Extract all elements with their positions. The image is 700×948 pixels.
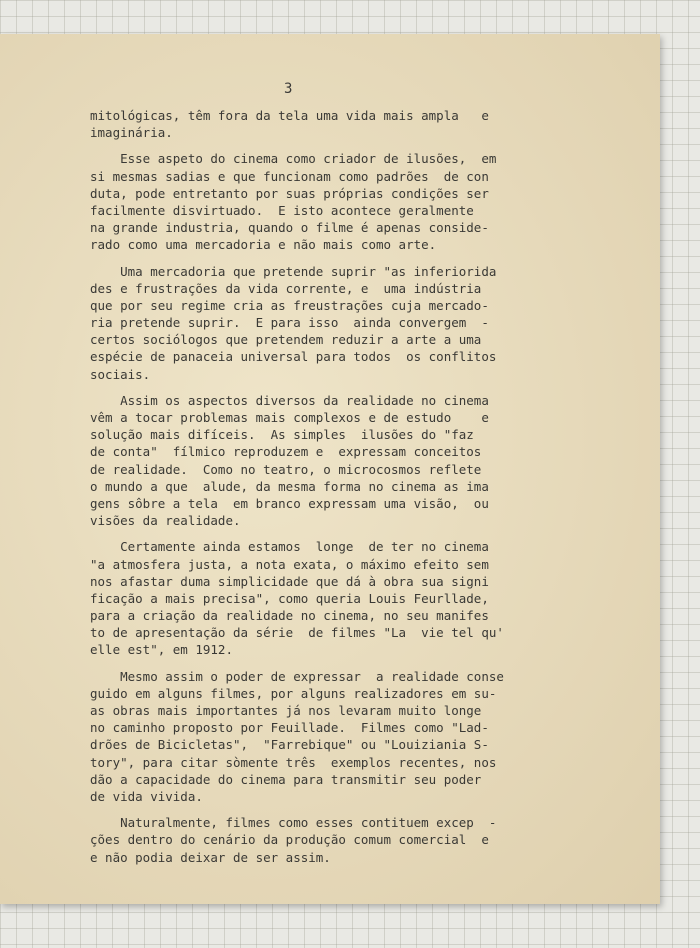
text-line: nos afastar duma simplicidade que dá à obra sua signi xyxy=(90,573,489,589)
text-line: espécie de panaceia universal para todos os conflitos xyxy=(90,349,497,365)
paragraph xyxy=(90,668,570,806)
text-line: no caminho proposto por Feuillade. Filmes como "Lad- xyxy=(90,720,489,736)
text-line: sociais. xyxy=(90,366,151,382)
paragraph xyxy=(90,392,570,530)
page-number: 3 xyxy=(284,81,293,97)
text-line: certos sociólogos que pretendem reduzir a arte a uma xyxy=(90,332,482,348)
typewritten-text xyxy=(90,107,570,875)
paper-sheet xyxy=(0,34,660,904)
text-line: Assim os aspectos diversos da realidade no cinema xyxy=(90,392,489,408)
text-line: to de apresentação da série de filmes "La vie tel qu' xyxy=(90,625,504,641)
text-line: des e frustrações da vida corrente, e uma indústria xyxy=(90,280,482,296)
text-line: de vida vivida. xyxy=(90,788,203,804)
text-line: para a criação da realidade no cinema, no seu manifes xyxy=(90,608,489,624)
text-line: vêm a tocar problemas mais complexos e de estudo e xyxy=(90,410,489,425)
text-line: elle est", em 1912. xyxy=(90,642,233,658)
text-line: Uma mercadoria que pretende suprir "as inferiorida xyxy=(90,263,497,279)
text-line: dão a capacidade do cinema para transmitir seu poder xyxy=(90,771,482,787)
text-line: o mundo a que alude, da mesma forma no cinema as ima xyxy=(90,478,489,494)
text-line: ções dentro do cenário da produção comum comercial e xyxy=(90,832,489,848)
paragraph xyxy=(90,150,570,253)
text-line: de conta" fílmico reproduzem e expressam conceitos xyxy=(90,444,482,460)
text-line: na grande industria, quando o filme é apenas conside- xyxy=(90,220,489,236)
text-line: e não podia deixar de ser assim. xyxy=(90,849,331,865)
text-line: Naturalmente, filmes como esses contituem excep - xyxy=(90,815,497,831)
text-line: facilmente disvirtuado. E isto acontece geralmente xyxy=(90,202,474,218)
text-line: Esse aspeto do cinema como criador de ilusões, em xyxy=(90,151,497,167)
text-line: "a atmosfera justa, a nota exata, o máximo efeito sem xyxy=(90,556,489,572)
text-line: rado como uma mercadoria e não mais como arte. xyxy=(90,237,437,253)
text-line: Certamente ainda estamos longe de ter no cinema xyxy=(90,539,489,555)
paragraph xyxy=(90,107,570,141)
text-line: ria pretende suprir. E para isso ainda convergem - xyxy=(90,315,489,331)
text-line: mitológicas, têm fora da tela uma vida mais ampla e xyxy=(90,108,489,123)
text-line: Mesmo assim o poder de expressar a realidade conse xyxy=(90,668,504,684)
paragraph xyxy=(90,814,570,866)
text-line: drões de Bicicletas", "Farrebique" ou "Louiziania S- xyxy=(90,737,489,753)
text-line: que por seu regime cria as freustrações cuja mercado- xyxy=(90,297,489,313)
text-line: guido em alguns filmes, por alguns realizadores em su- xyxy=(90,685,497,701)
paragraph xyxy=(90,538,570,658)
text-line: ficação a mais precisa", como queria Louis Feurllade, xyxy=(90,590,489,606)
text-line: gens sôbre a tela em branco expressam uma visão, ou xyxy=(90,495,489,511)
text-line: de realidade. Como no teatro, o microcosmos reflete xyxy=(90,461,482,477)
text-line: duta, pode entretanto por suas próprias condições ser xyxy=(90,185,489,201)
text-line: solução mais difíceis. As simples ilusões do "faz xyxy=(90,427,474,443)
text-line: visões da realidade. xyxy=(90,513,241,529)
text-line: si mesmas sadias e que funcionam como padrões de con xyxy=(90,168,489,184)
paragraph xyxy=(90,263,570,383)
text-line: imaginária. xyxy=(90,125,173,141)
text-line: as obras mais importantes já nos levaram muito longe xyxy=(90,703,482,718)
text-line: tory", para citar sòmente três exemplos recentes, nos xyxy=(90,754,497,770)
